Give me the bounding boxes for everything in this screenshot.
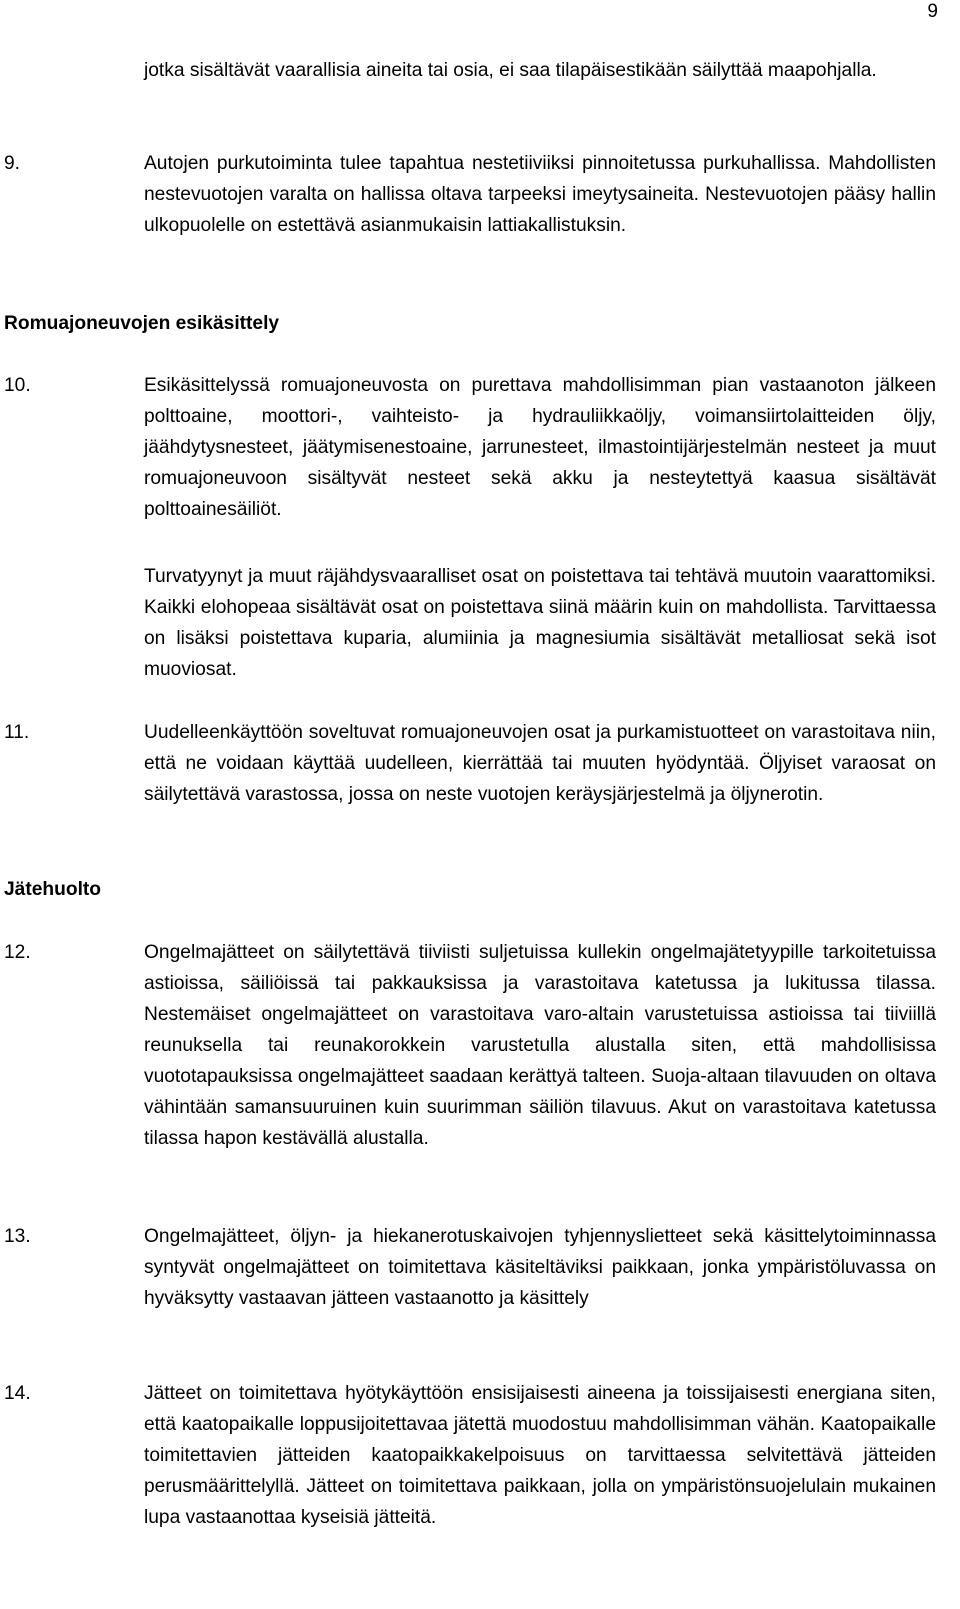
item-paragraph: Ongelmajätteet on säilytettävä tiiviisti suljetuissa kullekin ongelmajätetyypille tarkoitetuissa astioissa, säiliöissä tai pakkauksissa ja varastoitava katetussa ja lukitussa tilassa. Nestemäiset ongelmajätteet on varastoitava varo-altain varustetuissa astioissa tai tiiviillä reunuksella tai reunakorokkein varustetulla alustalla siten, että mahdollisissa vuototapauksissa ongelmajätteet saadaan kerättyä talteen. Suoja-altaan tilavuuden on oltava vähintään samansuuruinen kuin suurimman säiliön tilavuus. Akut on varastoitava katetussa tilassa hapon kestävällä alustalla. (144, 942, 936, 1149)
item-paragraph: Jätteet on toimitettava hyötykäyttöön ensisijaisesti aineena ja toissijaisesti energiana siten, että kaatopaikalle loppusijoitettavaa jätettä muodostuu mahdollisimman vähän. Kaatopaikalle toimitettavien jätteiden kaatopaikkakelpoisuus on tarvittaessa selvitettävä jätteiden perusmäärittelyllä. Jätteet on toimitettava paikkaan, jolla on ympäristönsuojelulain mukainen lupa vastaanottaa kyseisiä jätteitä. (144, 1383, 936, 1528)
item-number: 11. (4, 722, 30, 743)
item-number: 13. (4, 1226, 31, 1247)
item-number: 9. (4, 153, 21, 174)
item-paragraph: Autojen purkutoiminta tulee tapahtua nestetiiviiksi pinnoitetussa purkuhallissa. Mahdollisten nestevuotojen varalta on hallissa oltava tarpeeksi imeytysaineita. Nestevuotojen pääsy hallin ulkopuolelle on estettävä asianmukaisin lattiakallistuksin. (144, 153, 936, 236)
item-paragraph: Esikäsittelyssä romuajoneuvosta on purettava mahdollisimman pian vastaanoton jälkeen polttoaine, moottori-, vaihteisto- ja hydrauliikkaöljy, voimansiirtolaitteiden öljy, jäähdytysnesteet, jäätymisenestoaine, jarrunesteet, ilmastointijärjestelmän nesteet ja muut romuajoneuvoon sisältyvät nesteet sekä akku ja nesteytettyä kaasua sisältävät polttoainesäiliöt. (144, 375, 936, 520)
item-paragraph: Uudelleenkäyttöön soveltuvat romuajoneuvojen osat ja purkamistuotteet on varastoitava niin, että ne voidaan käyttää uudelleen, kierrättää tai muuten hyödyntää. Öljyiset varaosat on säilytettävä varastossa, jossa on neste vuotojen keräysjärjestelmä ja öljynerotin. (144, 722, 936, 805)
item-paragraph: Ongelmajätteet, öljyn- ja hiekanerotuskaivojen tyhjennyslietteet sekä käsittelytoiminnassa syntyvät ongelmajätteet on toimitettava käsiteltäviksi paikkaan, jonka ympäristöluvassa on hyväksytty vastaavan jätteen vastaanotto ja käsittely (144, 1226, 936, 1309)
item-number: 14. (4, 1383, 31, 1404)
section-heading: Romuajoneuvojen esikäsittely (4, 313, 280, 334)
item-number: 12. (4, 942, 31, 963)
item-paragraph: Turvatyynyt ja muut räjähdysvaaralliset osat on poistettava tai tehtävä muutoin vaarattomiksi. Kaikki elohopeaa sisältävät osat on poistettava siinä määrin kuin on mahdollista. Tarvittaessa on lisäksi poistettava kuparia, alumiinia ja magnesiumia sisältävät metalliosat sekä isot muoviosat. (144, 566, 936, 680)
item-number: 10. (4, 375, 31, 396)
page-number: 9 (927, 1, 938, 22)
section-heading: Jätehuolto (4, 879, 102, 900)
intro-paragraph: jotka sisältävät vaarallisia aineita tai osia, ei saa tilapäisestikään säilyttää maapohjalla. (144, 60, 877, 81)
